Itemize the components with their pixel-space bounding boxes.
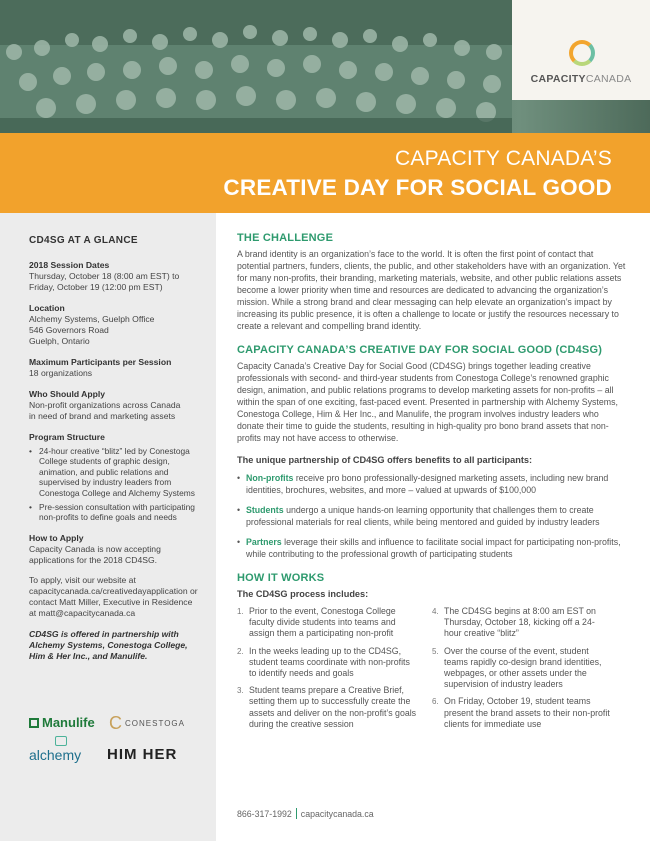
conestoga-c-icon: C [109, 713, 123, 733]
page-title-line1: CAPACITY CANADA’S [395, 147, 612, 170]
process-lead: The CD4SG process includes: [237, 589, 369, 599]
benefits-lead: The unique partnership of CD4SG offers benefits to all participants: [237, 455, 533, 465]
challenge-text: A brand identity is an organization’s face to the world. It is often the first point of contact that potential partners, funders, clients, the public, and other stakeholders have with an organization. Yet for many non-profits, their branding, marketing materials, website, and other public relations assets become a lower priority when time and resources are dedicated to advancing the organization’s mission. While a strong brand and clear messaging can help elevate an organization’s impact by increasing its public presence, it is often a challenge to locate or justify the resources necessary to create a relevant and compelling brand identity. [237, 249, 626, 331]
partnership-note: CD4SG is offered in partnership with Alchemy Systems, Conestoga College, Him & Her Inc., and Manulife. [29, 628, 188, 661]
list-item: • 24-hour creative “blitz” led by Conestoga College students of graphic design, animation, and public relations and supervised by industry leaders from Conestoga College and Alchemy Systems [29, 446, 199, 498]
program-structure: Program Structure • 24-hour creative “blitz” led by Conestoga College students of graphic design, animation, and public relations and supervised by industry leaders from Conestoga College and Alchemy Systems • Pre-session consultation with participating non-profits to define goals and needs [29, 432, 216, 523]
footer-divider [296, 808, 297, 819]
max-participants: Maximum Participants per Session 18 organizations [29, 357, 172, 378]
list-item: • Partners leverage their skills and influence to facilitate social impact for participating non-profits, while contributing to the professional growth of participating students [237, 536, 627, 560]
benefits-list [237, 472, 627, 560]
footer-website[interactable]: capacitycanada.ca [300, 809, 374, 819]
how-heading: HOW IT WORKS [237, 572, 325, 584]
logo-ring-icon [569, 40, 595, 66]
list-item: 4. The CD4SG begins at 8:00 am EST on Thursday, October 18, kicking off a 24-hour creative “blitz” [432, 606, 596, 639]
list-item: • Students undergo a unique hands-on learning opportunity that challenges them to create professional materials for real clients, while being mentored and guided by industry leaders [237, 504, 627, 528]
himher-logo: HIM HER [107, 746, 178, 763]
main-content [237, 232, 627, 756]
manulife-logo: Manulife [29, 715, 95, 730]
sidebar-heading: CD4SG AT A GLANCE [29, 235, 138, 246]
location: Location Alchemy Systems, Guelph Office 546 Governors Road Guelph, Ontario [29, 303, 155, 346]
group-photo [0, 0, 512, 133]
page-title-line2: CREATIVE DAY FOR SOCIAL GOOD [223, 175, 612, 200]
footer-phone: 866-317-1992 [237, 809, 292, 819]
process-steps [237, 606, 627, 756]
manulife-mark-icon [29, 718, 39, 728]
capacity-canada-logo [512, 0, 650, 100]
alchemy-logo: alchemy [29, 747, 81, 763]
list-item: • Non-profits receive pro bono professionally-designed marketing assets, including new brand identities, brochures, websites, and more – valued at upwards of $100,000 [237, 472, 627, 496]
session-dates: 2018 Session Dates Thursday, October 18 (8:00 am EST) to Friday, October 19 (12:00 pm EST) [29, 260, 180, 292]
alchemy-mark-icon [55, 736, 67, 746]
hero-banner [0, 0, 650, 133]
list-item: 2. In the weeks leading up to the CD4SG, student teams coordinate with non-profits to identify needs and goals [237, 645, 410, 679]
sidebar-at-a-glance [0, 213, 216, 841]
conestoga-logo: CCONESTOGA [109, 713, 185, 733]
list-item: • Pre-session consultation with participating non-profits to define goals and needs [29, 502, 199, 523]
challenge-heading: THE CHALLENGE [237, 232, 334, 244]
list-item: 6. On Friday, October 19, student teams present the brand assets to their non-profit clients for immediate use [432, 696, 610, 729]
who-should-apply: Who Should Apply Non-profit organizations across Canada in need of brand and marketing assets [29, 389, 181, 421]
title-band [0, 133, 650, 213]
cd4sg-heading: CAPACITY CANADA’S CREATIVE DAY FOR SOCIAL GOOD (CD4SG) [237, 344, 603, 356]
cd4sg-text: Capacity Canada’s Creative Day for Social Good (CD4SG) brings together leading creative professionals with second- and third-year students from Conestoga College’s renowned graphic design, animation, and public relations programs to develop marketing assets for non-profits – all within the span of one exciting, fast-paced event. Presented in partnership with Alchemy Systems, Conestoga College, Him & Her Inc., and Manulife, the program involves industry leaders who donate their time to guide the students, resulting in high-quality pro bono brand assets that non-profits may not have access to otherwise. [237, 361, 618, 443]
list-item: 5. Over the course of the event, student teams rapidly co-design brand identities, webpages, or other assets under the supervision of industry leaders [432, 645, 602, 690]
partner-logos [29, 713, 209, 773]
list-item: 3. Student teams prepare a Creative Brief, setting them up to successfully create the assets and deliver on the non-profit’s goals during the creative session [237, 685, 417, 729]
footer-contact [237, 808, 374, 819]
list-item: 1. Prior to the event, Conestoga College faculty divide students into teams and assign them a participating non-profit [237, 606, 396, 639]
how-to-apply: How to Apply Capacity Canada is now accepting applications for the 2018 CD4SG. To apply, visit our website at capacitycanada.ca/creativedayapplication or contact Matt Miller, Executive in Residence at matt@capacitycanada.ca [29, 532, 198, 618]
logo-wordmark: CAPACITYCANADA [530, 73, 632, 85]
